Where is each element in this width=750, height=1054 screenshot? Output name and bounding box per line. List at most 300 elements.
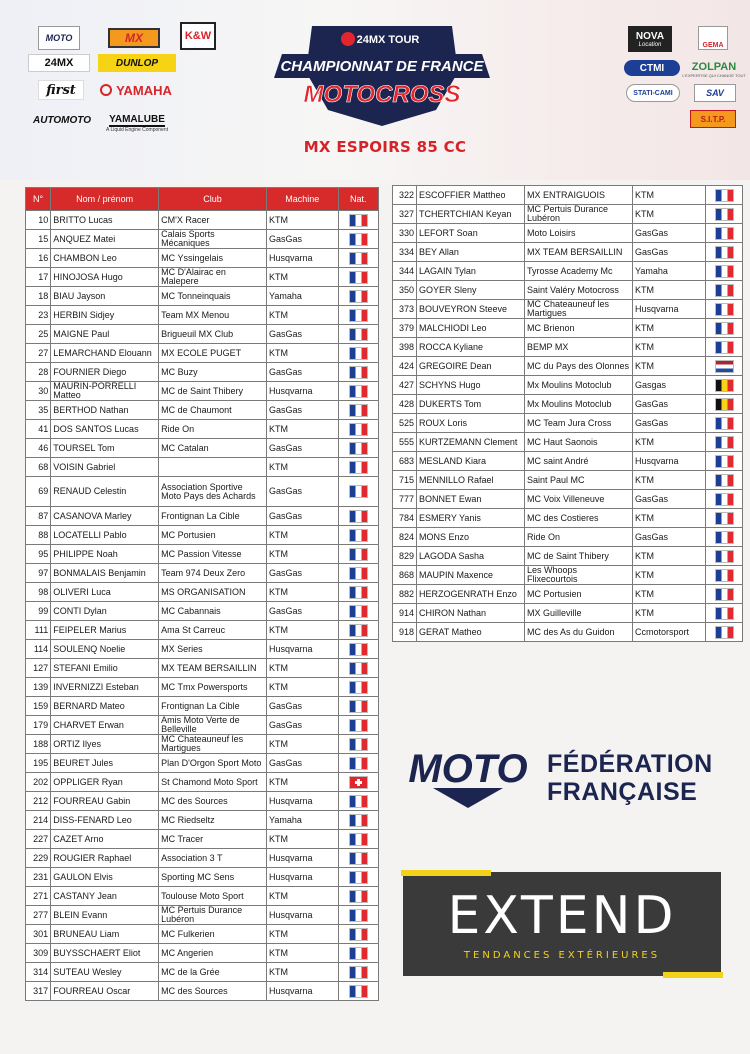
rider-name: BLEIN Evann (51, 906, 159, 925)
rider-machine: KTM (267, 944, 339, 963)
table-row (26, 420, 379, 439)
rider-club: MX Series (159, 640, 267, 659)
championnat-title-graphic (268, 24, 496, 128)
rider-machine: GasGas (633, 395, 706, 414)
rider-machine: GasGas (633, 490, 706, 509)
table-row (26, 697, 379, 716)
rider-name: LEFORT Soan (417, 224, 525, 243)
rider-club: MC de Saint Thibery (159, 382, 267, 401)
flag-fr-icon (349, 404, 368, 417)
table-row (26, 773, 379, 792)
table-row (26, 230, 379, 249)
flag-fr-icon (715, 341, 734, 354)
rider-number: 317 (26, 982, 51, 1001)
rider-number: 35 (26, 401, 51, 420)
rider-club: MC Portusien (525, 585, 633, 604)
rider-name: ESCOFFIER Mattheo (417, 186, 525, 205)
flag-fr-icon (715, 550, 734, 563)
col-header-club: Club (159, 188, 267, 211)
rider-club: Frontignan La Cible (159, 697, 267, 716)
table-row (26, 249, 379, 268)
rider-name: ROUGIER Raphael (51, 849, 159, 868)
rider-name: CHARVET Erwan (51, 716, 159, 735)
rider-name: GREGOIRE Dean (417, 357, 525, 376)
rider-nationality (338, 982, 378, 1001)
flag-fr-icon (349, 423, 368, 436)
rider-nationality (706, 414, 743, 433)
rider-machine: GasGas (267, 401, 339, 420)
flag-fr-icon (715, 417, 734, 430)
rider-machine: Husqvarna (267, 849, 339, 868)
rider-nationality (338, 811, 378, 830)
flag-fr-icon (349, 366, 368, 379)
rider-machine: GasGas (633, 528, 706, 547)
zolpan-tagline: L'EXPERTISE QUI CHANGE TOUT (682, 72, 746, 78)
rider-club: MX TEAM BERSAILLIN (159, 659, 267, 678)
rider-club: Les Whoops Flixecourtois (525, 566, 633, 585)
flag-fr-icon (349, 814, 368, 827)
rider-nationality (706, 433, 743, 452)
rider-club: MC Yssingelais (159, 249, 267, 268)
rider-nationality (338, 420, 378, 439)
rider-machine: Husqvarna (267, 382, 339, 401)
rider-name: GOYER Sleny (417, 281, 525, 300)
zolpan-sponsor-logo (682, 58, 746, 80)
extend-logo (403, 872, 721, 976)
flag-be-icon (715, 398, 734, 411)
rider-nationality (338, 401, 378, 420)
rider-club: Ride On (159, 420, 267, 439)
yamalube-sponsor-logo (108, 108, 166, 138)
mx-sponsor-logo: MX (108, 28, 160, 48)
rider-machine: Husqvarna (267, 906, 339, 925)
flag-fr-icon (349, 252, 368, 265)
rider-club (159, 458, 267, 477)
rider-nationality (338, 716, 378, 735)
rider-name: BUYSSCHAERT Eliot (51, 944, 159, 963)
rider-nationality (706, 471, 743, 490)
entry-list-left (25, 187, 379, 1001)
rider-number: 87 (26, 507, 51, 526)
rider-club: MC Chateauneuf les Martigues (525, 300, 633, 319)
ffm-moto-text: MOTO (408, 747, 528, 791)
rider-name: VOISIN Gabriel (51, 458, 159, 477)
rider-nationality (706, 509, 743, 528)
rider-name: BEY Allan (417, 243, 525, 262)
rider-number: 784 (393, 509, 417, 528)
rider-nationality (338, 439, 378, 458)
automoto-sponsor-logo: AUTOMOTO (33, 114, 91, 126)
rider-club: MC des Costieres (525, 509, 633, 528)
rider-club: MC saint André (525, 452, 633, 471)
rider-nationality (338, 735, 378, 754)
rider-club: Ride On (525, 528, 633, 547)
rider-number: 41 (26, 420, 51, 439)
table-row (393, 319, 743, 338)
rider-nationality (338, 363, 378, 382)
rider-number: 277 (26, 906, 51, 925)
table-row (26, 963, 379, 982)
rider-number: 525 (393, 414, 417, 433)
rider-machine: KTM (267, 545, 339, 564)
rider-nationality (706, 547, 743, 566)
rider-machine: GasGas (267, 507, 339, 526)
table-row (26, 439, 379, 458)
rider-club: MC Voix Villeneuve (525, 490, 633, 509)
rider-club: MC Chateauneuf les Martigues (159, 735, 267, 754)
rider-club: MC Brienon (525, 319, 633, 338)
rider-machine: KTM (267, 659, 339, 678)
table-row (26, 583, 379, 602)
rider-machine: GasGas (267, 697, 339, 716)
rider-name: CONTI Dylan (51, 602, 159, 621)
rider-machine: KTM (267, 621, 339, 640)
rider-name: LOCATELLI Pablo (51, 526, 159, 545)
rider-machine: GasGas (633, 224, 706, 243)
rider-name: BEURET Jules (51, 754, 159, 773)
table-row (26, 344, 379, 363)
rider-machine: KTM (267, 963, 339, 982)
rider-nationality (338, 583, 378, 602)
rider-number: 159 (26, 697, 51, 716)
rider-number: 15 (26, 230, 51, 249)
rider-nationality (338, 659, 378, 678)
rider-club: St Chamond Moto Sport (159, 773, 267, 792)
table-row (26, 659, 379, 678)
col-header-number: N° (26, 188, 51, 211)
rider-machine: KTM (267, 887, 339, 906)
24mx-sponsor-logo: 24MX (28, 54, 90, 72)
rider-machine: GasGas (267, 754, 339, 773)
rider-machine: KTM (267, 735, 339, 754)
table-row (393, 566, 743, 585)
extend-yellow-accent-right (663, 972, 723, 978)
sav-sponsor-logo: SAV (694, 84, 736, 102)
flag-fr-icon (715, 455, 734, 468)
table-row (26, 545, 379, 564)
rider-nationality (706, 395, 743, 414)
flag-fr-icon (349, 290, 368, 303)
rider-club: Ama St Carreuc (159, 621, 267, 640)
flag-fr-icon (349, 214, 368, 227)
flag-fr-icon (349, 529, 368, 542)
rider-name: RENAUD Celestin (51, 477, 159, 507)
rider-number: 322 (393, 186, 417, 205)
rider-nationality (338, 564, 378, 583)
nova-sponsor-logo (628, 26, 672, 52)
rider-machine: KTM (267, 830, 339, 849)
col-header-machine: Machine (267, 188, 339, 211)
table-row (26, 678, 379, 697)
rider-number: 17 (26, 268, 51, 287)
rider-nationality (338, 344, 378, 363)
flag-fr-icon (349, 643, 368, 656)
rider-number: 373 (393, 300, 417, 319)
rider-machine: KTM (267, 344, 339, 363)
rider-name: MAIGNE Paul (51, 325, 159, 344)
rider-club: MC Riedseltz (159, 811, 267, 830)
rider-number: 777 (393, 490, 417, 509)
rider-name: BIAU Jayson (51, 287, 159, 306)
rider-machine: GasGas (633, 243, 706, 262)
flag-fr-icon (349, 548, 368, 561)
entry-list-right (392, 185, 743, 642)
rider-number: 555 (393, 433, 417, 452)
rider-nationality (706, 604, 743, 623)
rider-nationality (338, 678, 378, 697)
rider-number: 271 (26, 887, 51, 906)
rider-name: BONNET Ewan (417, 490, 525, 509)
table-row (393, 243, 743, 262)
rider-club: MC Pertuis Durance Lubéron (159, 906, 267, 925)
flag-fr-icon (715, 208, 734, 221)
table-row (393, 414, 743, 433)
sitp-sponsor-logo: S.I.T.P. (690, 110, 736, 128)
table-row (26, 382, 379, 401)
rider-number: 46 (26, 439, 51, 458)
rider-club: MC Team Jura Cross (525, 414, 633, 433)
rider-club: MX TEAM BERSAILLIN (525, 243, 633, 262)
rider-nationality (338, 830, 378, 849)
staticami-sponsor-logo: STATI-CAMI (626, 84, 680, 102)
rider-club: Mx Moulins Motoclub (525, 395, 633, 414)
rider-nationality (706, 243, 743, 262)
rider-club: Team MX Menou (159, 306, 267, 325)
rider-machine: Husqvarna (267, 249, 339, 268)
flag-fr-icon (349, 328, 368, 341)
rider-machine: GasGas (267, 477, 339, 507)
rider-club: Mx Moulins Motoclub (525, 376, 633, 395)
rider-name: INVERNIZZI Esteban (51, 678, 159, 697)
rider-club: MC de la Grée (159, 963, 267, 982)
rider-club: Saint Valéry Motocross (525, 281, 633, 300)
rider-nationality (338, 887, 378, 906)
rider-club: Plan D'Orgon Sport Moto (159, 754, 267, 773)
table-row (26, 716, 379, 735)
rider-number: 10 (26, 211, 51, 230)
rider-name: MALCHIODI Leo (417, 319, 525, 338)
dunlop-sponsor-logo: DUNLOP (98, 54, 176, 72)
table-row (26, 830, 379, 849)
rider-number: 868 (393, 566, 417, 585)
rider-number: 16 (26, 249, 51, 268)
rider-machine: KTM (267, 306, 339, 325)
rider-number: 229 (26, 849, 51, 868)
rider-name: FOURNIER Diego (51, 363, 159, 382)
rider-club: MC du Pays des Olonnes (525, 357, 633, 376)
rider-name: MENNILLO Rafael (417, 471, 525, 490)
rider-machine: KTM (633, 509, 706, 528)
table-row (393, 224, 743, 243)
table-row (26, 621, 379, 640)
rider-nationality (706, 528, 743, 547)
table-row (393, 376, 743, 395)
rider-name: BRUNEAU Liam (51, 925, 159, 944)
rider-nationality (338, 306, 378, 325)
flag-fr-icon (715, 493, 734, 506)
rider-club: MC Pertuis Durance Lubéron (525, 205, 633, 224)
rider-name: BOUVEYRON Steeve (417, 300, 525, 319)
table-row (26, 868, 379, 887)
flag-fr-icon (715, 607, 734, 620)
rider-name: MAUPIN Maxence (417, 566, 525, 585)
table-row (26, 507, 379, 526)
rider-nationality (338, 849, 378, 868)
flag-fr-icon (349, 510, 368, 523)
rider-club: Toulouse Moto Sport (159, 887, 267, 906)
rider-name: SUTEAU Wesley (51, 963, 159, 982)
table-row (393, 338, 743, 357)
rider-number: 427 (393, 376, 417, 395)
table-row (26, 306, 379, 325)
rider-number: 344 (393, 262, 417, 281)
rider-machine: KTM (633, 471, 706, 490)
rider-number: 97 (26, 564, 51, 583)
rider-name: MESLAND Kiara (417, 452, 525, 471)
ffm-logo (403, 738, 743, 810)
rider-nationality (338, 526, 378, 545)
rider-name: LAGODA Sasha (417, 547, 525, 566)
rider-machine: KTM (267, 678, 339, 697)
rider-club: Association 3 T (159, 849, 267, 868)
flag-fr-icon (715, 531, 734, 544)
rider-name: TCHERTCHIAN Keyan (417, 205, 525, 224)
yamalube-label: YAMALUBE (109, 113, 165, 125)
rider-nationality (706, 186, 743, 205)
rider-machine: GasGas (633, 414, 706, 433)
rider-nationality (338, 906, 378, 925)
rider-nationality (338, 944, 378, 963)
rider-nationality (706, 357, 743, 376)
rider-club: Frontignan La Cible (159, 507, 267, 526)
extend-yellow-accent (401, 870, 491, 876)
rider-machine: KTM (267, 268, 339, 287)
rider-club: MX ENTRAIGUOIS (525, 186, 633, 205)
rider-machine: KTM (633, 547, 706, 566)
rider-number: 428 (393, 395, 417, 414)
flag-fr-icon (349, 871, 368, 884)
rider-name: ORTIZ Ilyes (51, 735, 159, 754)
ffm-line2: FRANÇAISE (547, 778, 698, 806)
table-row (26, 401, 379, 420)
rider-nationality (338, 621, 378, 640)
table-row (393, 186, 743, 205)
rider-club: MC des Sources (159, 982, 267, 1001)
rider-nationality (338, 754, 378, 773)
table-row (26, 925, 379, 944)
flag-fr-icon (349, 795, 368, 808)
table-row (393, 528, 743, 547)
rider-machine: KTM (633, 186, 706, 205)
rider-nationality (338, 458, 378, 477)
flag-fr-icon (715, 474, 734, 487)
rider-name: DISS-FENARD Leo (51, 811, 159, 830)
rider-machine: KTM (267, 925, 339, 944)
rider-name: ROCCA Kyliane (417, 338, 525, 357)
rider-machine: KTM (633, 566, 706, 585)
flag-fr-icon (349, 833, 368, 846)
rider-club: MC des Sources (159, 792, 267, 811)
rider-name: MAURIN-PORRELLI Matteo (51, 382, 159, 401)
flag-fr-icon (349, 757, 368, 770)
rider-nationality (338, 211, 378, 230)
table-row (393, 300, 743, 319)
rider-nationality (338, 382, 378, 401)
rider-machine: Husqvarna (267, 792, 339, 811)
rider-name: BONMALAIS Benjamin (51, 564, 159, 583)
flag-fr-icon (715, 626, 734, 639)
extend-tagline: TENDANCES EXTÉRIEURES (463, 950, 661, 961)
rider-club: BEMP MX (525, 338, 633, 357)
rider-club: MS ORGANISATION (159, 583, 267, 602)
rider-name: KURTZEMANN Clement (417, 433, 525, 452)
rider-club: MC des As du Guidon (525, 623, 633, 642)
rider-number: 114 (26, 640, 51, 659)
flag-fr-icon (349, 624, 368, 637)
rider-nationality (706, 623, 743, 642)
rider-number: 188 (26, 735, 51, 754)
rider-name: HERBIN Sidjey (51, 306, 159, 325)
rider-machine: KTM (633, 357, 706, 376)
rider-name: CASTANY Jean (51, 887, 159, 906)
rider-number: 914 (393, 604, 417, 623)
flag-fr-icon (715, 265, 734, 278)
table-row (26, 792, 379, 811)
rider-machine: KTM (633, 604, 706, 623)
table-row (393, 357, 743, 376)
rider-club: MC Haut Saonois (525, 433, 633, 452)
rider-club: CM'X Racer (159, 211, 267, 230)
rider-number: 98 (26, 583, 51, 602)
rider-number: 214 (26, 811, 51, 830)
tour-label: 24MX TOUR (356, 34, 420, 46)
rider-machine: KTM (267, 526, 339, 545)
table-row (26, 887, 379, 906)
table-row (26, 906, 379, 925)
rider-machine: GasGas (267, 564, 339, 583)
table-row (26, 735, 379, 754)
rider-number: 179 (26, 716, 51, 735)
table-row (393, 490, 743, 509)
rider-machine: Yamaha (633, 262, 706, 281)
rider-name: TOURSEL Tom (51, 439, 159, 458)
rider-nationality (706, 262, 743, 281)
flag-fr-icon (349, 271, 368, 284)
rider-number: 301 (26, 925, 51, 944)
rider-club: MX Guilleville (525, 604, 633, 623)
ffm-line1: FÉDÉRATION (547, 750, 713, 778)
rider-machine: GasGas (267, 439, 339, 458)
yamaha-emblem-icon (100, 84, 112, 96)
flag-fr-icon (349, 385, 368, 398)
flag-fr-icon (715, 588, 734, 601)
flag-fr-icon (349, 605, 368, 618)
flag-fr-icon (349, 928, 368, 941)
rider-nationality (338, 287, 378, 306)
24mx-badge-icon (341, 32, 355, 46)
rider-number: 231 (26, 868, 51, 887)
yamalube-tagline: A Liquid Engine Component (106, 126, 168, 133)
rider-nationality (338, 868, 378, 887)
rider-name: SCHYNS Hugo (417, 376, 525, 395)
table-row (26, 982, 379, 1001)
table-row (26, 363, 379, 382)
rider-name: LAGAIN Tylan (417, 262, 525, 281)
rider-machine: KTM (267, 420, 339, 439)
rider-name: GERAT Matheo (417, 623, 525, 642)
rider-club: MC Fulkerien (159, 925, 267, 944)
rider-name: FEIPELER Marius (51, 621, 159, 640)
